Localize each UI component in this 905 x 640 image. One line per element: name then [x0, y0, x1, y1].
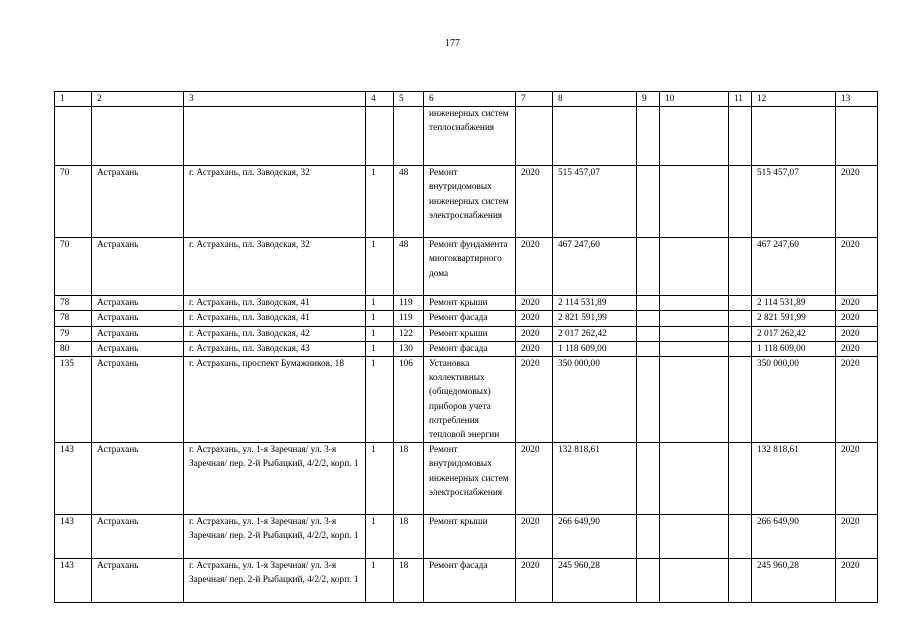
amount-cell: 245 960,28	[553, 559, 637, 603]
work-type-cell: Установка коллективных (общедомовых) приборов учета потребления тепловой энергии	[424, 357, 516, 443]
completion-year-cell: 2020	[836, 166, 878, 238]
work-type-cell: инженерных систем теплоснабжения	[424, 107, 516, 166]
col4-cell: 1	[366, 326, 394, 341]
col5-cell: 18	[394, 515, 424, 559]
col11-cell	[729, 341, 752, 356]
total-cell: 515 457,07	[752, 166, 836, 238]
col4-cell: 1	[366, 443, 394, 515]
column-number-cell: 7	[516, 92, 553, 107]
col5-cell: 48	[394, 166, 424, 238]
col10-cell	[660, 443, 729, 515]
address-cell: г. Астрахань, пл. Заводская, 32	[184, 238, 366, 296]
address-cell: г. Астрахань, ул. 1-я Заречная/ ул. 3-я Заречная/ пер. 2-й Рыбацкий, 4/2/2, корп. 1	[184, 515, 366, 559]
col4-cell: 1	[366, 515, 394, 559]
column-number-row	[55, 92, 878, 107]
completion-year-cell: 2020	[836, 515, 878, 559]
work-type-cell: Ремонт фасада	[424, 559, 516, 603]
work-type-cell: Ремонт крыши	[424, 515, 516, 559]
total-cell	[752, 107, 836, 166]
col5-cell	[394, 107, 424, 166]
col9-cell	[637, 326, 660, 341]
completion-year-cell: 2020	[836, 238, 878, 296]
col5-cell: 122	[394, 326, 424, 341]
table-row	[55, 443, 878, 515]
col9-cell	[637, 341, 660, 356]
col11-cell	[729, 357, 752, 443]
completion-year-cell: 2020	[836, 311, 878, 326]
col11-cell	[729, 107, 752, 166]
city-cell: Астрахань	[92, 443, 184, 515]
col11-cell	[729, 238, 752, 296]
col4-cell: 1	[366, 559, 394, 603]
address-cell: г. Астрахань, пл. Заводская, 41	[184, 296, 366, 311]
col5-cell: 18	[394, 559, 424, 603]
column-number-cell: 5	[394, 92, 424, 107]
col4-cell: 1	[366, 296, 394, 311]
col10-cell	[660, 107, 729, 166]
year-cell: 2020	[516, 341, 553, 356]
col4-cell: 1	[366, 357, 394, 443]
col10-cell	[660, 341, 729, 356]
col5-cell: 119	[394, 311, 424, 326]
col11-cell	[729, 296, 752, 311]
row-index-cell: 70	[55, 238, 92, 296]
city-cell: Астрахань	[92, 515, 184, 559]
work-type-cell: Ремонт внутридомовых инженерных систем электроснабжения	[424, 166, 516, 238]
col5-cell: 48	[394, 238, 424, 296]
completion-year-cell: 2020	[836, 326, 878, 341]
table-row	[55, 296, 878, 311]
capital-repair-table	[54, 91, 878, 603]
col9-cell	[637, 238, 660, 296]
year-cell: 2020	[516, 326, 553, 341]
year-cell: 2020	[516, 559, 553, 603]
city-cell: Астрахань	[92, 326, 184, 341]
total-cell: 132 818,61	[752, 443, 836, 515]
address-cell: г. Астрахань, пл. Заводская, 32	[184, 166, 366, 238]
column-number-cell: 13	[836, 92, 878, 107]
address-cell: г. Астрахань, ул. 1-я Заречная/ ул. 3-я Заречная/ пер. 2-й Рыбацкий, 4/2/2, корп. 1	[184, 443, 366, 515]
col11-cell	[729, 326, 752, 341]
row-index-cell: 80	[55, 341, 92, 356]
col9-cell	[637, 515, 660, 559]
completion-year-cell	[836, 107, 878, 166]
col10-cell	[660, 166, 729, 238]
column-number-cell: 9	[637, 92, 660, 107]
table-row	[55, 238, 878, 296]
column-number-cell: 8	[553, 92, 637, 107]
table-row	[55, 341, 878, 356]
total-cell: 245 960,28	[752, 559, 836, 603]
col10-cell	[660, 326, 729, 341]
col9-cell	[637, 357, 660, 443]
total-cell: 467 247,60	[752, 238, 836, 296]
city-cell: Астрахань	[92, 166, 184, 238]
year-cell: 2020	[516, 311, 553, 326]
col4-cell: 1	[366, 311, 394, 326]
completion-year-cell: 2020	[836, 296, 878, 311]
col10-cell	[660, 296, 729, 311]
year-cell: 2020	[516, 357, 553, 443]
city-cell: Астрахань	[92, 559, 184, 603]
city-cell: Астрахань	[92, 238, 184, 296]
row-index-cell: 143	[55, 443, 92, 515]
col9-cell	[637, 166, 660, 238]
table-row	[55, 515, 878, 559]
column-number-cell: 3	[184, 92, 366, 107]
table-row	[55, 107, 878, 166]
city-cell: Астрахань	[92, 296, 184, 311]
work-type-cell: Ремонт фасада	[424, 311, 516, 326]
col9-cell	[637, 311, 660, 326]
column-number-cell: 11	[729, 92, 752, 107]
city-cell	[92, 107, 184, 166]
col9-cell	[637, 107, 660, 166]
city-cell: Астрахань	[92, 311, 184, 326]
table-row	[55, 166, 878, 238]
total-cell: 350 000,00	[752, 357, 836, 443]
amount-cell: 132 818,61	[553, 443, 637, 515]
col10-cell	[660, 311, 729, 326]
col11-cell	[729, 559, 752, 603]
year-cell: 2020	[516, 238, 553, 296]
total-cell: 2 017 262,42	[752, 326, 836, 341]
col5-cell: 18	[394, 443, 424, 515]
row-index-cell: 70	[55, 166, 92, 238]
col11-cell	[729, 311, 752, 326]
column-number-cell: 6	[424, 92, 516, 107]
work-type-cell: Ремонт внутридомовых инженерных систем электроснабжения	[424, 443, 516, 515]
table-row	[55, 326, 878, 341]
amount-cell: 515 457,07	[553, 166, 637, 238]
col5-cell: 130	[394, 341, 424, 356]
address-cell: г. Астрахань, пл. Заводская, 43	[184, 341, 366, 356]
completion-year-cell: 2020	[836, 443, 878, 515]
col11-cell	[729, 515, 752, 559]
city-cell: Астрахань	[92, 357, 184, 443]
table-row	[55, 311, 878, 326]
page-number: 177	[445, 38, 460, 49]
column-number-cell: 1	[55, 92, 92, 107]
year-cell: 2020	[516, 515, 553, 559]
total-cell: 266 649,90	[752, 515, 836, 559]
amount-cell: 2 114 531,89	[553, 296, 637, 311]
address-cell	[184, 107, 366, 166]
total-cell: 2 821 591,99	[752, 311, 836, 326]
amount-cell: 2 017 262,42	[553, 326, 637, 341]
col9-cell	[637, 559, 660, 603]
col10-cell	[660, 238, 729, 296]
amount-cell: 1 118 609,00	[553, 341, 637, 356]
total-cell: 2 114 531,89	[752, 296, 836, 311]
year-cell: 2020	[516, 296, 553, 311]
row-index-cell: 78	[55, 296, 92, 311]
col4-cell: 1	[366, 166, 394, 238]
col10-cell	[660, 559, 729, 603]
total-cell: 1 118 609,00	[752, 341, 836, 356]
work-type-cell: Ремонт крыши	[424, 296, 516, 311]
completion-year-cell: 2020	[836, 559, 878, 603]
col4-cell: 1	[366, 238, 394, 296]
col10-cell	[660, 357, 729, 443]
amount-cell: 266 649,90	[553, 515, 637, 559]
completion-year-cell: 2020	[836, 357, 878, 443]
row-index-cell: 143	[55, 515, 92, 559]
amount-cell: 2 821 591,99	[553, 311, 637, 326]
completion-year-cell: 2020	[836, 341, 878, 356]
row-index-cell: 135	[55, 357, 92, 443]
work-type-cell: Ремонт крыши	[424, 326, 516, 341]
row-index-cell: 78	[55, 311, 92, 326]
row-index-cell: 143	[55, 559, 92, 603]
col11-cell	[729, 443, 752, 515]
col4-cell: 1	[366, 341, 394, 356]
col10-cell	[660, 515, 729, 559]
amount-cell: 350 000,00	[553, 357, 637, 443]
column-number-cell: 10	[660, 92, 729, 107]
year-cell	[516, 107, 553, 166]
work-type-cell: Ремонт фундамента многоквартирного дома	[424, 238, 516, 296]
col9-cell	[637, 296, 660, 311]
table-row	[55, 357, 878, 443]
address-cell: г. Астрахань, пл. Заводская, 41	[184, 311, 366, 326]
year-cell: 2020	[516, 443, 553, 515]
amount-cell: 467 247,60	[553, 238, 637, 296]
col5-cell: 106	[394, 357, 424, 443]
work-type-cell: Ремонт фасада	[424, 341, 516, 356]
col11-cell	[729, 166, 752, 238]
address-cell: г. Астрахань, пл. Заводская, 42	[184, 326, 366, 341]
column-number-cell: 12	[752, 92, 836, 107]
year-cell: 2020	[516, 166, 553, 238]
row-index-cell	[55, 107, 92, 166]
address-cell: г. Астрахань, проспект Бумажников, 18	[184, 357, 366, 443]
col4-cell	[366, 107, 394, 166]
column-number-cell: 2	[92, 92, 184, 107]
city-cell: Астрахань	[92, 341, 184, 356]
col9-cell	[637, 443, 660, 515]
col5-cell: 119	[394, 296, 424, 311]
amount-cell	[553, 107, 637, 166]
table-row	[55, 559, 878, 603]
column-number-cell: 4	[366, 92, 394, 107]
row-index-cell: 79	[55, 326, 92, 341]
address-cell: г. Астрахань, ул. 1-я Заречная/ ул. 3-я Заречная/ пер. 2-й Рыбацкий, 4/2/2, корп. 1	[184, 559, 366, 603]
